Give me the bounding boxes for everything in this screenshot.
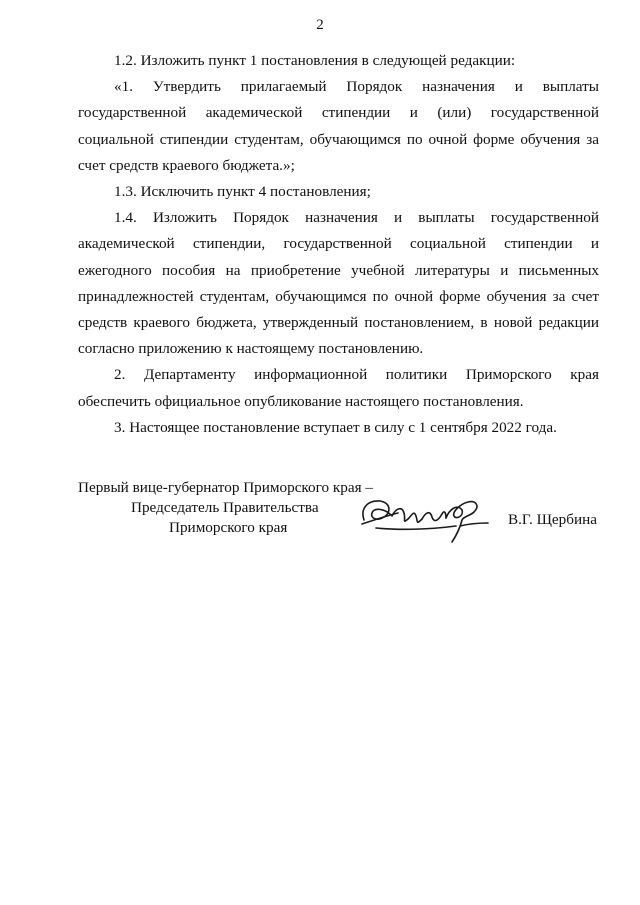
paragraph-1-2: 1.2. Изложить пункт 1 постановления в следующей редакции: (114, 52, 516, 69)
paragraph-quoted-point-1: «1. Утвердить прилагаемый Порядок назначения и выплаты государственной академической стипендии и (или) государственной социальной стипендии студентам, обучающимся по очной форме обучения за счет средств краевого бюджета.»; (78, 78, 599, 174)
handwritten-signature (356, 486, 506, 544)
paragraph-2: 2. Департаменту информационной политики Приморского края обеспечить официальное опубликование настоящего постановления. (78, 366, 599, 410)
signer-position-line-2: Председатель Правительства (131, 499, 319, 516)
paragraph-1-4: 1.4. Изложить Порядок назначения и выплаты государственной академической стипендии, государственной социальной стипендии и ежегодного пособия на приобретение учебной литературы и письменных принадлежностей студентам, обучающимся по очной форме обучения за счет средств краевого бюджета, утвержденный постановлением, в новой редакции согласно приложению к настоящему постановлению. (78, 209, 599, 358)
paragraph-3: 3. Настоящее постановление вступает в силу с 1 сентября 2022 года. (114, 418, 557, 436)
signer-position-line-1: Первый вице-губернатор Приморского края – (78, 479, 373, 496)
signer-name: В.Г. Щербина (508, 511, 597, 528)
paragraph-1-3: 1.3. Исключить пункт 4 постановления; (114, 183, 371, 201)
page-number: 2 (316, 17, 324, 33)
document-body (78, 48, 599, 441)
signer-position-line-3: Приморского края (169, 519, 288, 536)
signature-block (78, 478, 608, 548)
